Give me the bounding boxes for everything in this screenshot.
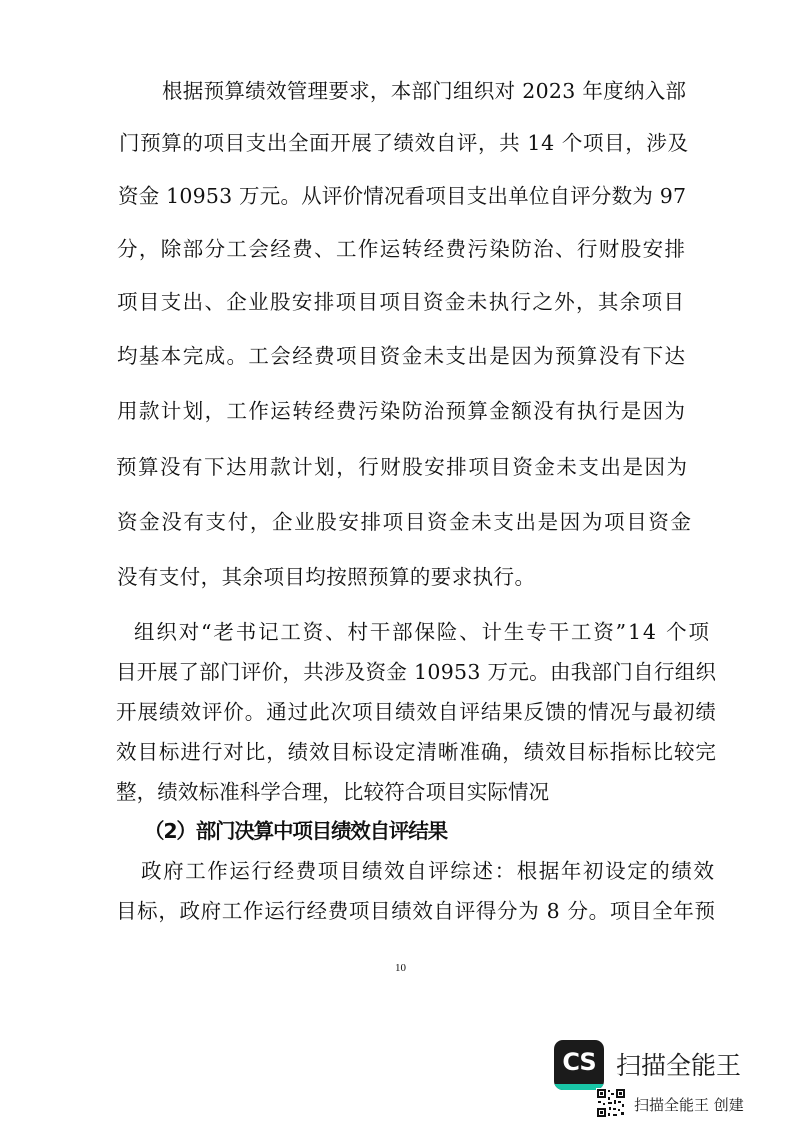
qr-code-icon [596,1088,626,1118]
camscanner-logo-icon [554,1040,604,1090]
section-heading: （2）部门决算中项目绩效自评结果 [144,819,447,843]
logo-text: CS [562,1048,596,1076]
watermark-title: 扫描全能王 [616,1051,742,1080]
page-number: 10 [395,962,406,974]
text-line: 开展绩效评价。通过此次项目绩效自评结果反馈的情况与最初绩 [116,700,717,724]
text-line: 分，除部分工会经费、工作运转经费污染防治、行财股安排 [117,237,687,261]
text-line: 均基本完成。工会经费项目资金未支出是因为预算没有下达 [117,344,687,368]
text-line: 资金 10953 万元。从评价情况看项目支出单位自评分数为 97 [118,184,687,208]
text-line: 没有支付，其余项目均按照预算的要求执行。 [117,565,536,589]
text-line: 政府工作运行经费项目绩效自评综述：根据年初设定的绩效 [141,859,716,883]
text-line: 组织对“老书记工资、村干部保险、计生专干工资”14 个项 [134,620,711,644]
text-line: 目开展了部门评价，共涉及资金 10953 万元。由我部门自行组织 [116,660,717,684]
text-line: 效目标进行对比，绩效目标设定清晰准确，绩效目标指标比较完 [116,740,717,764]
text-line: 整，绩效标准科学合理，比较符合项目实际情况 [116,780,550,804]
watermark-subtitle: 扫描全能王 创建 [634,1096,744,1114]
text-line: 预算没有下达用款计划，行财股安排项目资金未支出是因为 [116,455,689,479]
text-line: 根据预算绩效管理要求，本部门组织对 2023 年度纳入部 [162,79,687,103]
text-line: 门预算的项目支出全面开展了绩效自评，共 14 个项目，涉及 [119,131,689,155]
text-line: 资金没有支付，企业股安排项目资金未支出是因为项目资金 [117,510,693,534]
text-line: 用款计划，工作运转经费污染防治预算金额没有执行是因为 [117,399,687,423]
scanner-watermark [554,1040,784,1122]
text-line: 项目支出、企业股安排项目项目资金未执行之外，其余项目 [117,290,686,314]
text-line: 目标，政府工作运行经费项目绩效自评得分为 8 分。项目全年预 [116,899,716,923]
